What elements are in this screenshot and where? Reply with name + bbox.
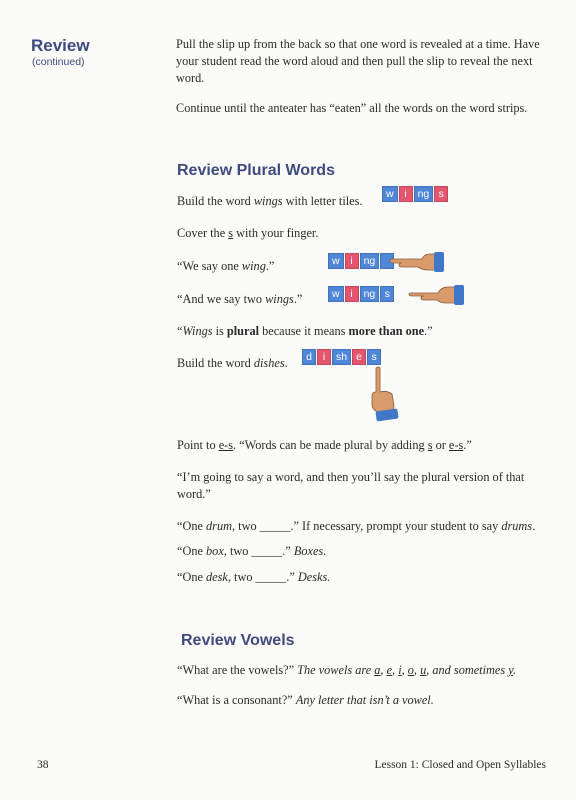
instruction-cover-s: Cover the s with your finger. [177,226,319,240]
hand-covering-icon [388,248,446,274]
hand-pointing-up-icon [364,366,404,422]
section-heading-plural: Review Plural Words [177,162,335,179]
letter-tile: ng [414,186,434,202]
script-one-wing: “We say one wing.” [177,259,275,273]
instruction-point-es: Point to e-s. “Words can be made plural by adding s or e-s.” [177,438,472,452]
side-heading-title: Review [31,36,90,55]
example-drum: “One drum, two _____.” If necessary, prompt your student to say drums. [177,519,536,533]
tiles-wing-covered [328,253,394,269]
example-desk: “One desk, two _____.” Desks. [177,570,331,584]
instruction-build-wings: Build the word wings with letter tiles. [177,194,363,208]
letter-tile: i [399,186,413,202]
script-two-wings: “And we say two wings.” [177,292,303,306]
script-plural-definition: “Wings is plural because it means more than one.” [177,324,433,338]
letter-tile: ng [360,253,380,269]
letter-tile: sh [332,349,351,365]
section-heading-vowels: Review Vowels [181,632,295,649]
tiles-wing-visible [328,253,379,269]
footer-lesson-title: Lesson 1: Closed and Open Syllables [374,759,546,771]
letter-tile: i [345,286,359,302]
hand-pointing-icon [408,281,466,307]
script-plural-game: “I’m going to say a word, and then you’ll say the plural version of that word.” [177,470,525,501]
tiles-dishes [302,349,381,365]
letter-tile: s [367,349,381,365]
letter-tile: ng [360,286,380,302]
vowels-question: “What are the vowels?” The vowels are a, e, i, o, u, and sometimes y. [177,663,517,677]
intro-paragraph-2: Continue until the anteater has “eaten” all the words on the word strips. [176,101,528,115]
letter-tile: w [382,186,398,202]
tiles-wings-pointing [328,286,394,302]
intro-paragraph-1: Pull the slip up from the back so that one word is revealed at a time. Have your student read the word aloud and then pull the slip to reveal the next word. [176,37,540,85]
example-box: “One box, two _____.” Boxes. [177,544,327,558]
letter-tile: d [302,349,316,365]
letter-tile: i [345,253,359,269]
letter-tile: e [352,349,366,365]
letter-tile: w [328,253,344,269]
letter-tile: s [434,186,448,202]
tiles-wings [382,186,448,202]
instruction-build-dishes: Build the word dishes. [177,356,288,370]
page-number: 38 [37,759,49,771]
letter-tile: i [317,349,331,365]
side-heading-subtitle: (continued) [32,56,85,68]
consonant-question: “What is a consonant?” Any letter that isn’t a vowel. [177,693,434,707]
letter-tile: w [328,286,344,302]
side-heading [31,36,151,69]
letter-tile: s [380,286,394,302]
